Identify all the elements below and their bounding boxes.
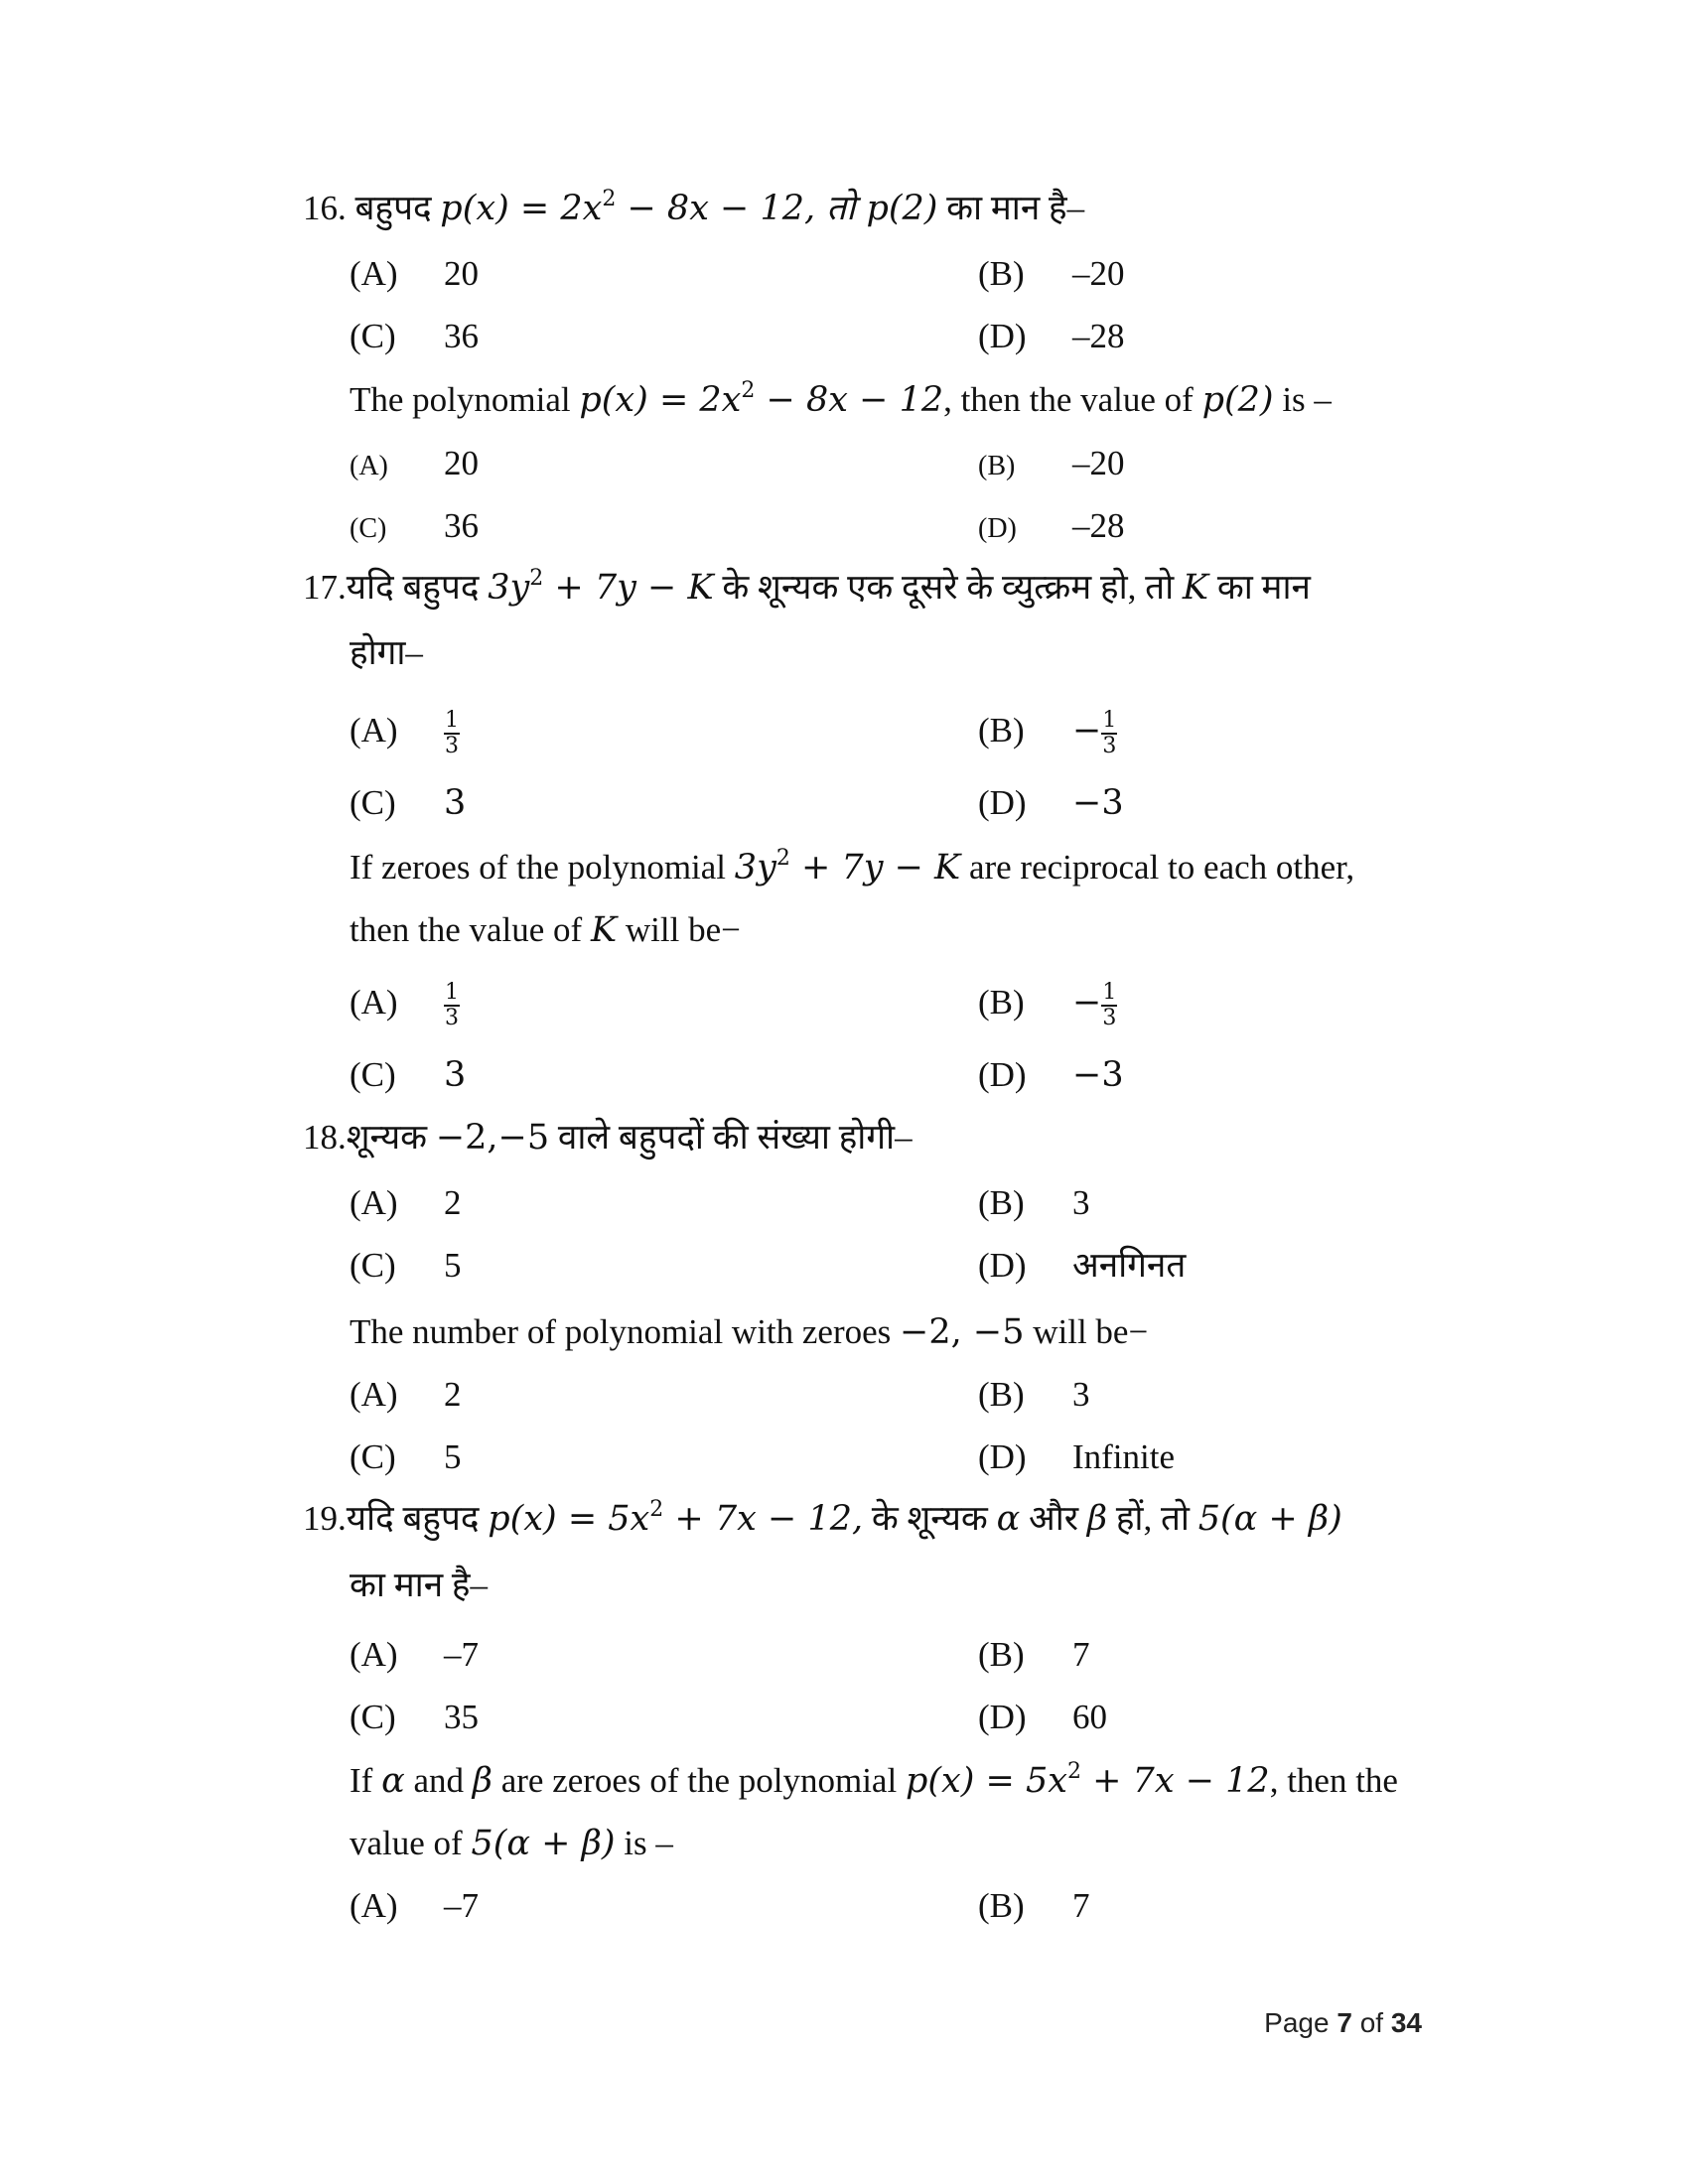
q19-hi-option-c: (C) 35 — [350, 1698, 479, 1736]
q16-english: The polynomial $p(x) = 2x^2 - 8x - 12$, then the value of p(2) is – — [350, 378, 1332, 420]
fraction: $\frac{1}{3}$ — [1102, 980, 1117, 1030]
q19-hindi-line2: का मान है– — [350, 1566, 488, 1604]
page-number: Page 7 of 34 — [1264, 2007, 1422, 2038]
question-number: 17. — [303, 568, 347, 607]
question-number: 16. — [303, 189, 347, 227]
fraction: $\frac{1}{3}$ — [1102, 708, 1117, 758]
q16-hi-option-d: (D) –28 — [978, 317, 1125, 355]
q17-hi-option-a: (A) $\frac{1}{3}$ — [350, 708, 459, 758]
q17-en-option-d: (D) −3 — [978, 1055, 1124, 1095]
q18-hi-option-d: (D) अनगिनत — [978, 1246, 1187, 1285]
q16-hi-option-a: (A) 20 — [350, 254, 479, 293]
q18-en-option-b: (B) 3 — [978, 1375, 1090, 1414]
q17-en-option-b: (B) − $\frac{1}{3}$ — [978, 980, 1117, 1030]
q19-hindi-line1: 19.यदि बहुपद $p(x) = 5x^2 + 7x - 12$, के शून्यक α और β हों, तो 5(α + β) — [303, 1497, 1342, 1539]
q19-hi-option-d: (D) 60 — [978, 1698, 1107, 1736]
q18-en-option-a: (A) 2 — [350, 1375, 462, 1414]
q17-hindi-line1: 17.यदि बहुपद $3y^2 + 7y - K$ के शून्यक एक दूसरे के व्युत्क्रम हो, तो K का मान — [303, 566, 1311, 608]
q19-en-option-a: (A) –7 — [350, 1886, 479, 1925]
q16-hi-option-b: (B) –20 — [978, 254, 1125, 293]
q18-hi-option-c: (C) 5 — [350, 1246, 462, 1285]
q16-en-option-b: (B) –20 — [978, 444, 1125, 482]
q17-hi-option-d: (D) −3 — [978, 783, 1124, 823]
question-number: 18. — [303, 1118, 347, 1157]
q16-en-option-c: (C) 36 — [350, 506, 479, 545]
q18-en-option-d: (D) Infinite — [978, 1437, 1176, 1476]
q19-hi-option-b: (B) 7 — [978, 1635, 1090, 1674]
fraction: $\frac{1}{3}$ — [445, 708, 459, 758]
q18-hindi: 18.शून्यक −2,−5 वाले बहुपदों की संख्या होगी– — [303, 1118, 913, 1158]
q16-hi-option-c: (C) 36 — [350, 317, 479, 355]
q17-en-option-c: (C) 3 — [350, 1055, 467, 1095]
q19-en-option-b: (B) 7 — [978, 1886, 1090, 1925]
q19-english-line2: value of 5(α + β) is – — [350, 1824, 673, 1863]
q16-en-option-a: (A) 20 — [350, 444, 479, 482]
question-number: 19. — [303, 1499, 347, 1538]
q16-en-option-d: (D) –28 — [978, 506, 1125, 545]
fraction: $\frac{1}{3}$ — [445, 980, 459, 1030]
q17-en-option-a: (A) $\frac{1}{3}$ — [350, 980, 459, 1030]
q16-hindi: 16. बहुपद $p(x) = 2x^2 - 8x - 12$, तो p(2) का मान है– — [303, 187, 1085, 228]
q17-english-line2: then the value of K will be− — [350, 910, 741, 950]
q17-hi-option-c: (C) 3 — [350, 783, 467, 823]
q19-english-line1: If α and β are zeroes of the polynomial $p(x) = 5x^2 + 7x - 12$, then the — [350, 1759, 1398, 1801]
q18-hi-option-a: (A) 2 — [350, 1183, 462, 1222]
q19-hi-option-a: (A) –7 — [350, 1635, 479, 1674]
q18-en-option-c: (C) 5 — [350, 1437, 462, 1476]
q18-english: The number of polynomial with zeroes −2, −5 will be− — [350, 1312, 1149, 1352]
q17-hindi-line2: होगा– — [350, 633, 423, 672]
q17-hi-option-b: (B) − $\frac{1}{3}$ — [978, 708, 1117, 758]
q18-hi-option-b: (B) 3 — [978, 1183, 1090, 1222]
q17-english-line1: If zeroes of the polynomial $3y^2 + 7y - K$ are reciprocal to each other, — [350, 846, 1355, 887]
